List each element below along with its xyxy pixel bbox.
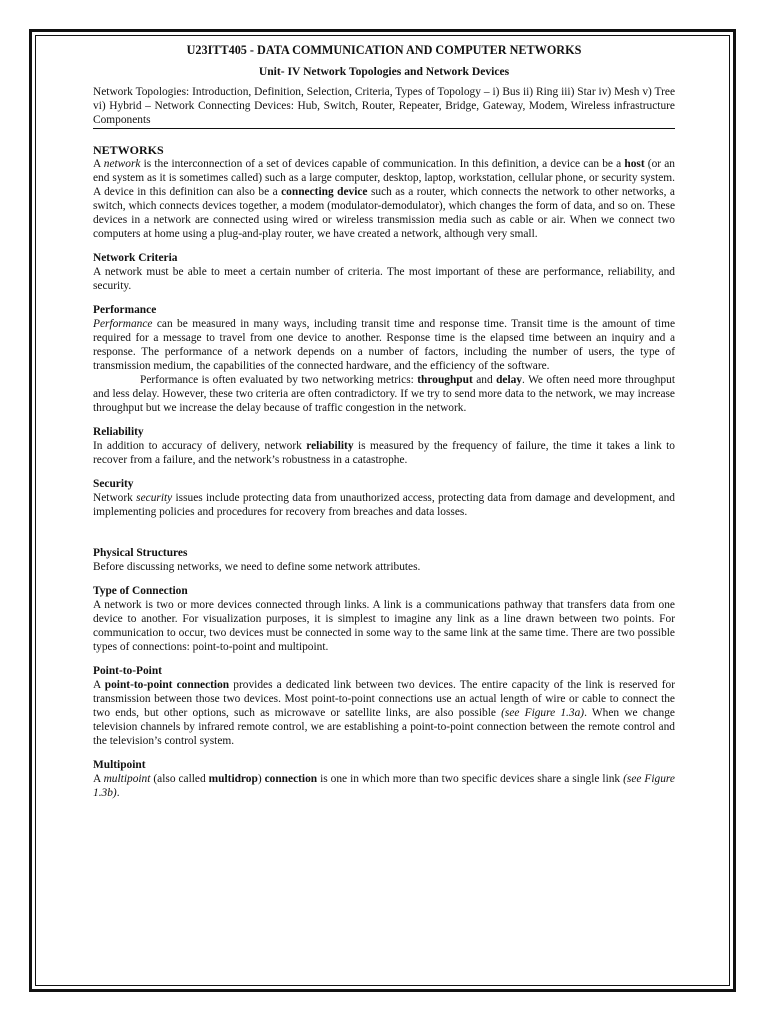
section-heading-physical-structures: Physical Structures xyxy=(93,547,188,559)
reliability-paragraph: In addition to accuracy of delivery, network reliability is measured by the frequency of failure, the time it takes a link to recover from a failure, and the network’s robustness in a catastrophe. xyxy=(93,440,675,466)
section-heading-security: Security xyxy=(93,478,134,490)
networks-paragraph: A network is the interconnection of a set of devices capable of communication. In this definition, a device can be a host (or an end system as it is sometimes called) such as a large computer, desktop, laptop, workstation, cellular phone, or security system. A device in this definition can also be a connecting device such as a router, which connects the network to other networks, a switch, which connects devices together, a modem (modulator-demodulator), which changes the form of data, and so on. These devices in a network are connected using wired or wireless transmission media such as cable or air. When we connect two computers at home using a plug-and-play router, we have created a network, although very small. xyxy=(93,158,675,240)
document-page xyxy=(93,40,675,800)
unit-title: Unit- IV Network Topologies and Network Devices xyxy=(258,65,510,78)
connection-paragraph: A network is two or more devices connected through links. A link is a communications pathway that transfers data from one device to another. For visualization purposes, it is simplest to imagine any link as a line drawn between two points. For communication to occur, two devices must be connected in some way to the same link at the same time. There are two possible types of connections: point-to-point and multipoint. xyxy=(93,599,675,653)
syllabus-text: Network Topologies: Introduction, Definition, Selection, Criteria, Types of Topology – i) Bus ii) Ring iii) Star iv) Mesh v) Tree vi) Hybrid – Network Connecting Devices: Hub, Switch, Router, Repeater, Bridge, Gateway, Modem, Wireless infrastructure Components xyxy=(93,85,675,129)
section-heading-networks: NETWORKS xyxy=(93,143,164,157)
section-heading-reliability: Reliability xyxy=(93,426,144,438)
section-heading-performance: Performance xyxy=(93,304,157,316)
performance-paragraph-1: Performance can be measured in many ways, including transit time and response time. Transit time is the amount of time required for a message to travel from one device to another. Response time is the elapsed time between an inquiry and a response. The performance of a network depends on a number of factors, including the number of users, the type of transmission medium, the capabilities of the connected hardware, and the efficiency of the software. xyxy=(93,318,675,372)
point-to-point-paragraph: A point-to-point connection provides a dedicated link between two devices. The entire capacity of the link is reserved for transmission between those two devices. Most point-to-point connections use an actual length of wire or cable to connect the two ends, but other options, such as microwave or satellite links, are also possible (see Figure 1.3a). When we change television channels by infrared remote control, we are establishing a point-to-point connection between the remote control and the television’s control system. xyxy=(93,679,676,747)
multipoint-paragraph: A multipoint (also called multidrop) connection is one in which more than two specific devices share a single link (see Figure 1.3b). xyxy=(93,773,675,799)
section-heading-network-criteria: Network Criteria xyxy=(93,252,178,264)
performance-paragraph-2: Performance is often evaluated by two networking metrics: throughput and delay. We often need more throughput and less delay. However, these two criteria are often contradictory. If we try to send more data to the network, we may increase throughput but we increase the delay because of traffic congestion in the network. xyxy=(93,374,675,414)
criteria-paragraph: A network must be able to meet a certain number of criteria. The most important of these are performance, reliability, and security. xyxy=(93,266,675,292)
section-heading-multipoint: Multipoint xyxy=(93,759,146,771)
physical-paragraph: Before discussing networks, we need to define some network attributes. xyxy=(93,561,421,573)
section-heading-type-of-connection: Type of Connection xyxy=(93,585,188,597)
security-paragraph: Network security issues include protecting data from unauthorized access, protecting data from damage and development, and implementing policies and procedures for recovery from breaches and data losses. xyxy=(93,492,675,518)
section-heading-point-to-point: Point-to-Point xyxy=(93,665,162,677)
document-title: U23ITT405 - DATA COMMUNICATION AND COMPUTER NETWORKS xyxy=(186,43,582,57)
